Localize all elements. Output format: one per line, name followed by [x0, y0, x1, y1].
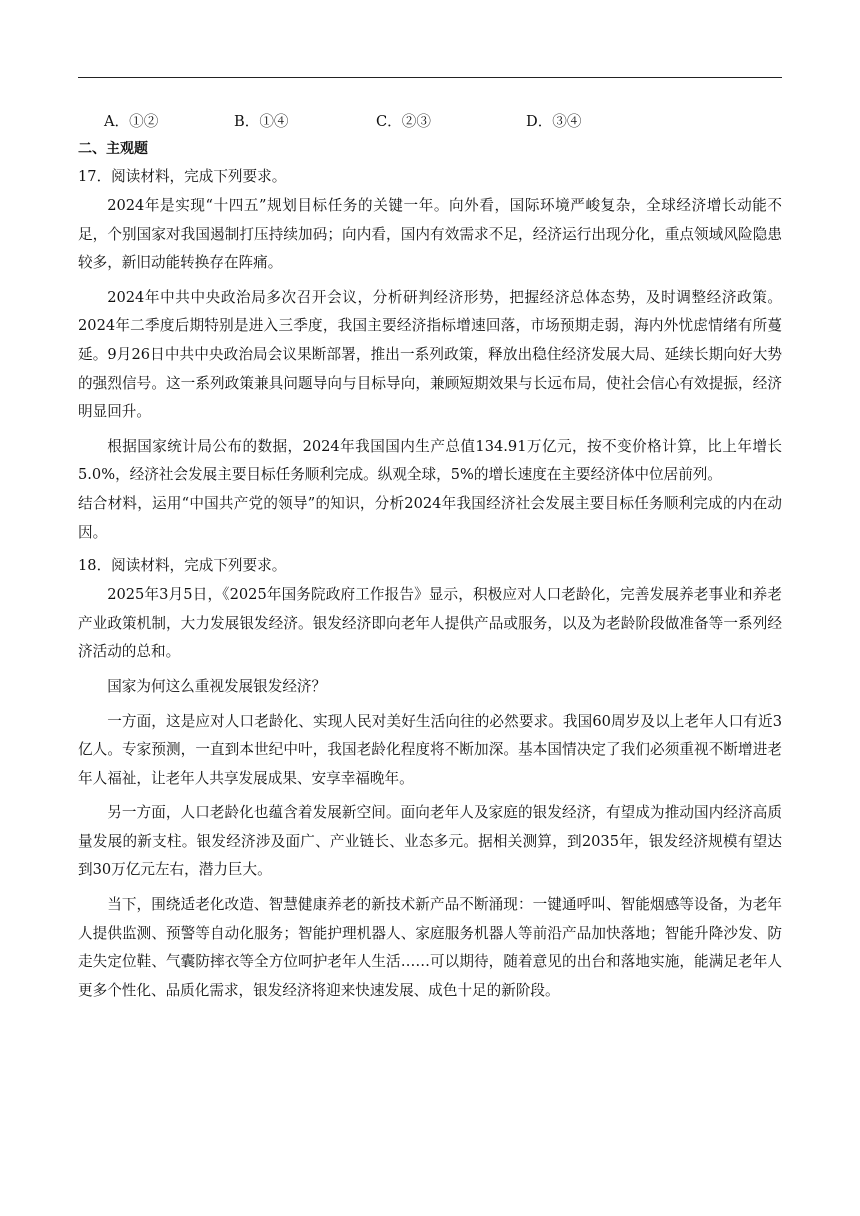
q17-paragraph-3: 根据国家统计局公布的数据，2024年我国国内生产总值134.91万亿元，按不变价格计算，比上年增长5.0%，经济社会发展主要目标任务顺利完成。纵观全球，5%的增长速度在主要经济体中位居前列。 — [78, 437, 782, 484]
option-a: A．①② — [104, 113, 159, 130]
q18-paragraph-5: 当下，围绕适老化改造、智慧健康养老的新技术新产品不断涌现：一键通呼叫、智能烟感等设备，为老年人提供监测、预警等自动化服务；智能护理机器人、家庭服务机器人等前沿产品加快落地；智能升降沙发、防走失定位鞋、气囊防摔衣等全方位呵护老年人生活……可以期待，随着意见的出台和落地实施，能满足老年人更多个性化、品质化需求，银发经济将迎来快速发展、成色十足的新阶段。 — [78, 896, 782, 999]
q17-paragraph-1: 2024年是实现“十四五”规划目标任务的关键一年。向外看，国际环境严峻复杂，全球经济增长动能不足，个别国家对我国遏制打压持续加码；向内看，国内有效需求不足，经济运行出现分化，重点领域风险隐患较多，新旧动能转换存在阵痛。 — [78, 197, 782, 272]
q17-paragraph-2: 2024年中共中央政治局多次召开会议，分析研判经济形势，把握经济总体态势，及时调整经济政策。2024年二季度后期特别是进入三季度，我国主要经济指标增速回落，市场预期走弱，海内外忧虑情绪有所蔓延。9月26日中共中央政治局会议果断部署，推出一系列政策，释放出稳住经济发展大局、延续长期向好大势的强烈信号。这一系列政策兼具问题导向与目标导向，兼顾短期效果与长远布局，使社会信心有效提振，经济明显回升。 — [78, 288, 782, 421]
question-18-title: 18．阅读材料，完成下列要求。 — [78, 557, 287, 575]
q17-question: 结合材料，运用“中国共产党的领导”的知识，分析2024年我国经济社会发展主要目标任务顺利完成的内在动因。 — [78, 494, 782, 541]
document-body — [78, 108, 782, 1005]
section-title: 二、主观题 — [78, 141, 148, 157]
option-c: C．②③ — [376, 113, 431, 130]
question-17-title: 17．阅读材料，完成下列要求。 — [78, 168, 287, 185]
q18-paragraph-2: 国家为何这么重视发展银发经济？ — [107, 677, 327, 695]
option-d: D．③④ — [526, 113, 582, 130]
q18-paragraph-4: 另一方面，人口老龄化也蕴含着发展新空间。面向老年人及家庭的银发经济，有望成为推动国内经济高质量发展的新支柱。银发经济涉及面广、产业链长、业态多元。据相关测算，到2035年，银发经济规模有望达到30万亿元左右，潜力巨大。 — [78, 804, 782, 879]
option-b: B．①④ — [234, 113, 289, 130]
q18-paragraph-1: 2025年3月5日，《2025年国务院政府工作报告》显示，积极应对人口老龄化，完善发展养老事业和养老产业政策机制，大力发展银发经济。银发经济即向老年人提供产品或服务，以及为老龄阶段做准备等一系列经济活动的总和。 — [78, 586, 782, 661]
answer-options — [78, 108, 782, 136]
q18-paragraph-3: 一方面，这是应对人口老龄化、实现人民对美好生活向往的必然要求。我国60周岁及以上老年人口有近3亿人。专家预测，一直到本世纪中叶，我国老龄化程度将不断加深。基本国情决定了我们必须重视不断增进老年人福祉，让老年人共享发展成果、安享幸福晚年。 — [78, 712, 782, 787]
header-rule — [78, 77, 782, 78]
